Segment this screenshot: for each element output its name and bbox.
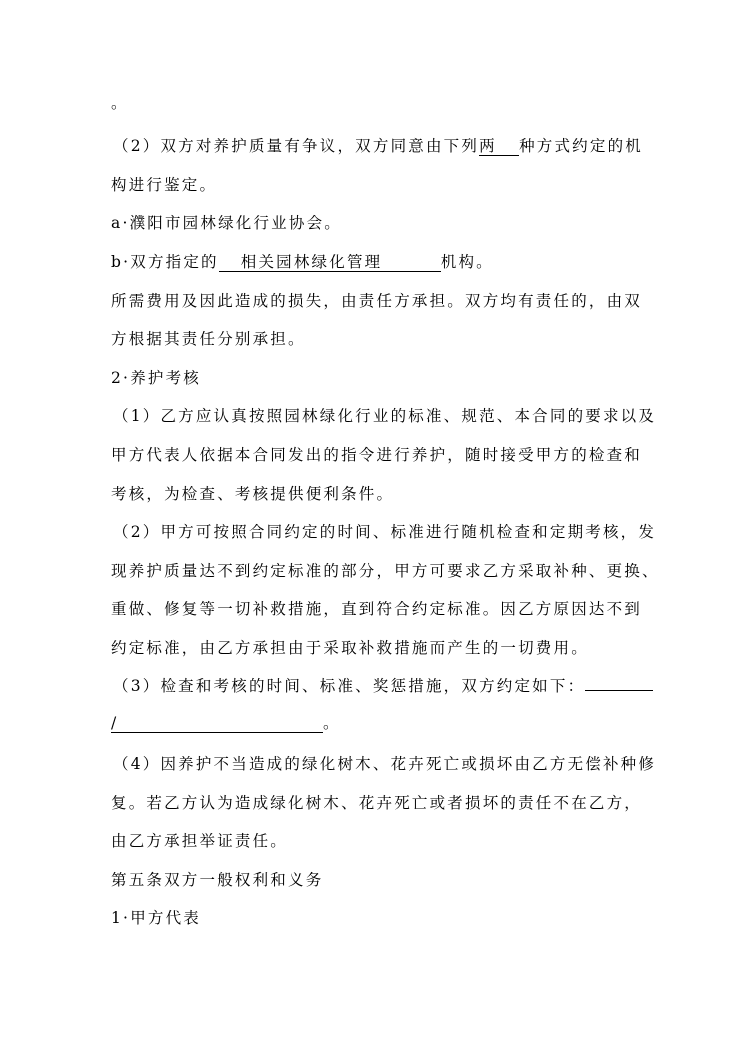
text-line: 考核，为检查、考核提供便利条件。 (111, 485, 395, 503)
filled-blank: 两 (479, 137, 519, 156)
text-line (113, 676, 643, 696)
text-line: 重做、修复等一切补救措施，直到符合约定标准。因乙方原因达不到 (111, 600, 643, 618)
text-line: 构进行鉴定。 (111, 176, 218, 194)
text-segment: （2）双方对养护质量有争议，双方同意由下列 (113, 137, 480, 155)
text-segment: （3）检查和考核的时间、标准、奖惩措施，双方约定如下： (113, 677, 586, 695)
section-heading: 第五条双方一般权利和义务 (111, 871, 324, 889)
text-line (111, 252, 641, 272)
text-line: 复。若乙方认为造成绿化树木、花卉死亡或者损坏的责任不在乙方， (111, 794, 643, 812)
text-line: 现养护质量达不到约定标准的部分，甲方可要求乙方采取补种、更换、 (111, 562, 660, 580)
text-segment: 机构。 (440, 253, 494, 271)
section-heading: 1·甲方代表 (111, 909, 201, 927)
text-line: 。 (111, 94, 129, 112)
text-line: （4）因养护不当造成的绿化树木、花卉死亡或损坏由乙方无偿补种修 (113, 755, 657, 773)
text-line: 由乙方承担举证责任。 (111, 832, 289, 850)
text-segment: 。 (323, 714, 341, 732)
text-line: 约定标准，由乙方承担由于采取补救措施而产生的一切费用。 (111, 639, 589, 657)
text-line (111, 713, 641, 733)
text-line: 所需费用及因此造成的损失，由责任方承担。双方均有责任的，由双 (111, 292, 643, 310)
text-line: 甲方代表人依据本合同发出的指令进行养护，随时接受甲方的检查和 (111, 446, 643, 464)
text-line: 方根据其责任分别承担。 (111, 330, 306, 348)
text-line: （1）乙方应认真按照园林绿化行业的标准、规范、本合同的要求以及 (113, 407, 657, 425)
text-segment: b·双方指定的 (111, 253, 219, 271)
blank-field (585, 690, 653, 691)
filled-blank: 相关园林绿化管理 (219, 253, 441, 272)
filled-blank: / (111, 714, 323, 733)
text-segment: 种方式约定的机 (519, 137, 643, 155)
text-line: （2）甲方可按照合同约定的时间、标准进行随机检查和定期考核，发 (113, 523, 657, 541)
section-heading: 2·养护考核 (111, 369, 201, 387)
text-line: a·濮阳市园林绿化行业协会。 (111, 214, 342, 232)
text-line (113, 136, 643, 156)
